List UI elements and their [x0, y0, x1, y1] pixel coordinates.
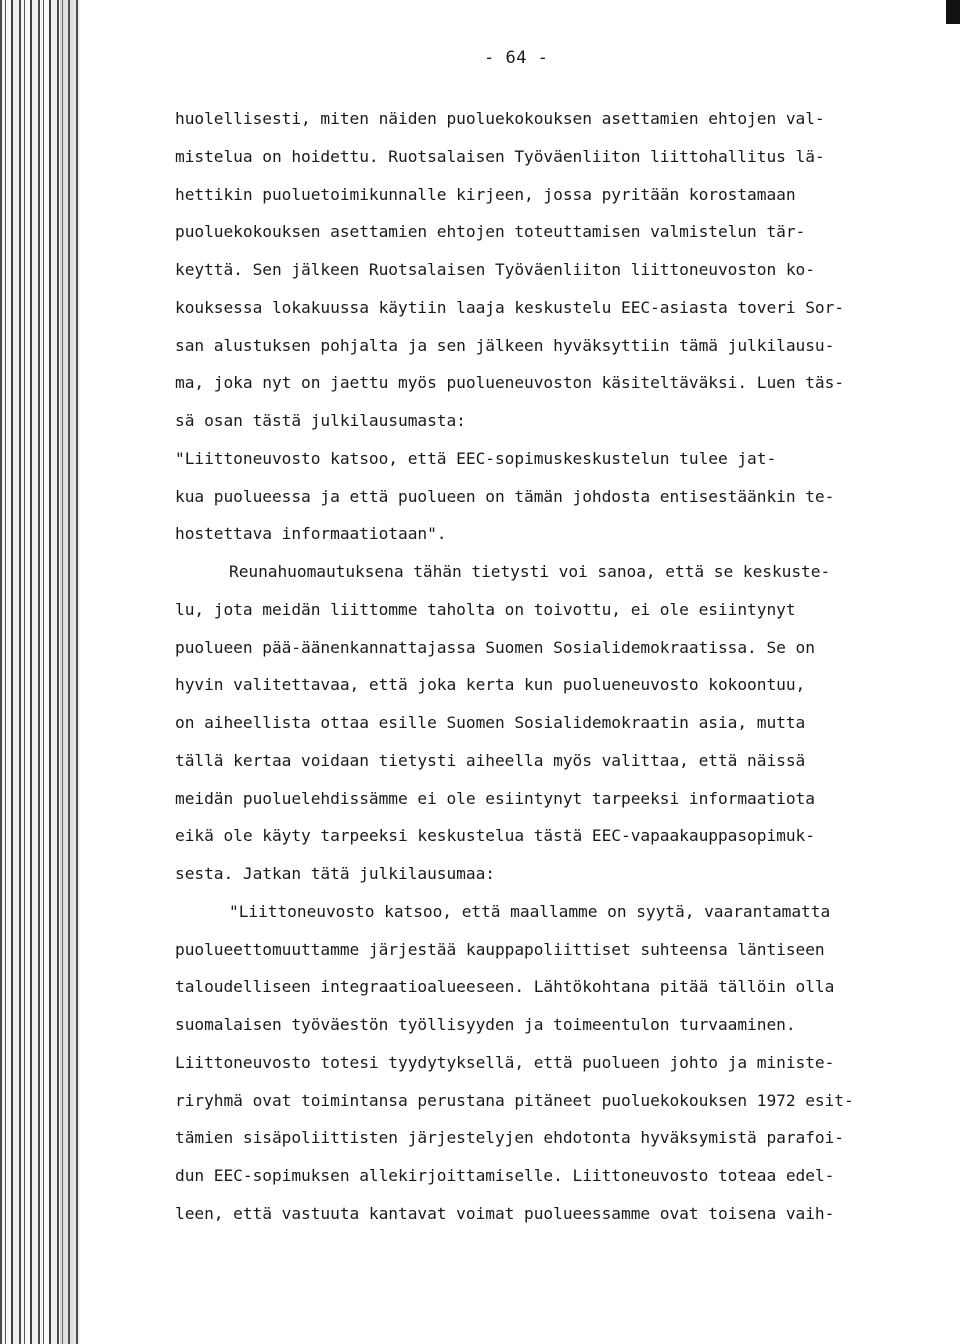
- text-line: kua puolueessa ja että puolueen on tämän johdosta entisestäänkin te-: [175, 486, 835, 506]
- text-line: ma, joka nyt on jaettu myös puolueneuvoston käsiteltäväksi. Luen täs-: [175, 373, 845, 393]
- body-text: [175, 107, 905, 1240]
- text-line: hostettava informaatiotaan".: [175, 524, 447, 544]
- scan-binding-edge: [0, 0, 80, 1344]
- text-line: hyvin valitettavaa, että joka kerta kun puolueneuvosto kokoontuu,: [175, 675, 806, 695]
- text-line: huolellisesti, miten näiden puoluekokouksen asettamien ehtojen val-: [175, 109, 825, 128]
- text-line: lu, jota meidän liittomme taholta on toivottu, ei ole esiintynyt: [175, 599, 796, 619]
- text-line: sesta. Jatkan tätä julkilausumaa:: [175, 864, 495, 883]
- text-line: tällä kertaa voidaan tietysti aiheella myös valittaa, että näissä: [175, 750, 806, 770]
- text-line: eikä ole käyty tarpeeksi keskustelua tästä EEC-vapaakauppasopimuk-: [175, 826, 815, 846]
- text-line: dun EEC-sopimuksen allekirjoittamiselle. Liittoneuvosto toteaa edel-: [175, 1166, 835, 1185]
- text-line: kouksessa lokakuussa käytiin laaja keskustelu EEC-asiasta toveri Sor-: [175, 297, 845, 317]
- text-line: san alustuksen pohjalta ja sen jälkeen hyväksyttiin tämä julkilausu-: [175, 335, 835, 355]
- scan-corner-mark: [946, 0, 960, 24]
- text-line: leen, että vastuuta kantavat voimat puolueessamme ovat toisena vaih-: [175, 1203, 835, 1223]
- text-line: sä osan tästä julkilausumasta:: [175, 411, 466, 430]
- text-line: puolueettomuuttamme järjestää kauppapoliittiset suhteensa läntiseen: [175, 939, 825, 959]
- text-line: puolueen pää-äänenkannattajassa Suomen Sosialidemokraatissa. Se on: [175, 637, 815, 657]
- text-line: mistelua on hoidettu. Ruotsalaisen Työväenliiton liittohallitus lä-: [175, 146, 825, 166]
- text-line: hettikin puoluetoimikunnalle kirjeen, jossa pyritään korostamaan: [175, 184, 796, 204]
- text-line: Reunahuomautuksena tähän tietysti voi sanoa, että se keskuste-: [229, 562, 831, 581]
- text-line: keyttä. Sen jälkeen Ruotsalaisen Työväenliiton liittoneuvoston ko-: [175, 260, 815, 279]
- text-line: riryhmä ovat toimintansa perustana pitäneet puoluekokouksen 1972 esit-: [175, 1090, 854, 1110]
- text-line: on aiheellista ottaa esille Suomen Sosialidemokraatin asia, mutta: [175, 713, 806, 732]
- text-line: meidän puoluelehdissämme ei ole esiintynyt tarpeeksi informaatiota: [175, 788, 815, 808]
- page-number: - 64 -: [484, 48, 549, 68]
- text-line: taloudelliseen integraatioalueeseen. Lähtökohtana pitää tällöin olla: [175, 977, 835, 997]
- text-line: suomalaisen työväestön työllisyyden ja toimeentulon turvaaminen.: [175, 1015, 796, 1034]
- text-line: puoluekokouksen asettamien ehtojen toteuttamisen valmistelun tär-: [175, 222, 806, 242]
- text-line: Liittoneuvosto totesi tyydytyksellä, että puolueen johto ja ministe-: [175, 1052, 835, 1072]
- text-line: "Liittoneuvosto katsoo, että EEC-sopimuskeskustelun tulee jat-: [175, 448, 777, 468]
- text-line: tämien sisäpoliittisten järjestelyjen ehdotonta hyväksymistä parafoi-: [175, 1128, 845, 1148]
- text-line: "Liittoneuvosto katsoo, että maallamme on syytä, vaarantamatta: [229, 901, 831, 921]
